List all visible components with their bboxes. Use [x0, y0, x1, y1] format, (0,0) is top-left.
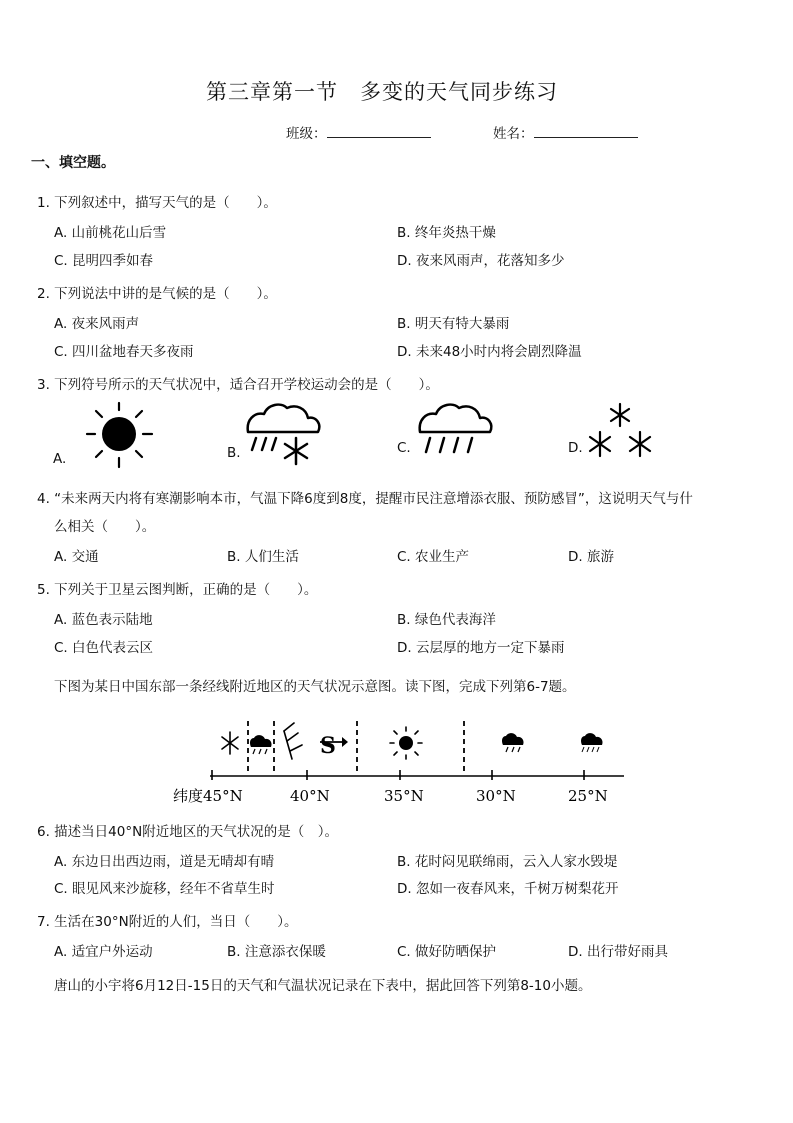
wind-symbol: [284, 723, 302, 759]
rain-icon: [414, 402, 496, 458]
q1-option-a[interactable]: A. 山前桃花山后雪: [54, 225, 167, 241]
name-label: 姓名：: [493, 126, 534, 142]
q4-option-c[interactable]: C. 农业生产: [397, 549, 470, 565]
intro-q8-10: 唐山的小宇将6月12日-15日的天气和气温状况记录在下表中，据此回答下列第8-10小题。: [54, 978, 592, 994]
q4-stem-line2: 么相关（ ）。: [54, 519, 156, 535]
q5-option-d[interactable]: D. 云层厚的地方一定下暴雨: [397, 640, 565, 656]
name-field: [493, 122, 638, 142]
name-input-line[interactable]: [534, 124, 638, 138]
q2-option-b[interactable]: B. 明天有特大暴雨: [397, 316, 510, 332]
q1-option-c[interactable]: C. 昆明四季如春: [54, 253, 154, 269]
svg-text:S: S: [320, 733, 336, 759]
class-input-line[interactable]: [327, 124, 431, 138]
q2-stem: 2. 下列说法中讲的是气候的是（ ）。: [37, 286, 277, 302]
page-title: 第三章第一节 多变的天气同步练习: [206, 80, 558, 104]
axis-label: 纬度: [173, 787, 204, 805]
q6-option-b[interactable]: B. 花时闷见联绵雨，云入人家水毁堤: [397, 854, 618, 870]
drizzle-symbol: [581, 733, 603, 752]
q2-option-c[interactable]: C. 四川盆地春天多夜雨: [54, 344, 194, 360]
q5-option-a[interactable]: A. 蓝色表示陆地: [54, 612, 153, 628]
sleet-icon: [242, 402, 324, 466]
section-heading: 一、填空题。: [31, 155, 115, 171]
class-field: [286, 122, 431, 142]
weather-profile-diagram: [170, 715, 630, 810]
q6-stem: 6. 描述当日40°N附近地区的天气状况的是（ ）。: [37, 824, 338, 840]
class-label: 班级：: [286, 126, 327, 142]
heavy-snow-icon: [586, 402, 654, 458]
q7-option-b[interactable]: B. 注意添衣保暖: [227, 944, 326, 960]
q7-option-c[interactable]: C. 做好防晒保护: [397, 944, 497, 960]
tick-label: 45°N: [203, 787, 243, 805]
q3-option-d[interactable]: D.: [568, 440, 583, 456]
q7-option-a[interactable]: A. 适宜户外运动: [54, 944, 153, 960]
q5-option-b[interactable]: B. 绿色代表海洋: [397, 612, 496, 628]
q5-stem: 5. 下列关于卫星云图判断，正确的是（ ）。: [37, 582, 318, 598]
tick-label: 30°N: [476, 787, 516, 805]
sunny-symbol: [390, 727, 422, 759]
q1-option-b[interactable]: B. 终年炎热干燥: [397, 225, 496, 241]
q4-stem-line1: 4. “未来两天内将有寒潮影响本市，气温下降6度到8度，提醒市民注意增添衣服、预防感冒”，这说明天气与什: [37, 491, 693, 507]
q4-option-d[interactable]: D. 旅游: [568, 549, 614, 565]
tick-label: 35°N: [384, 787, 424, 805]
rain-symbol: [502, 733, 524, 752]
q2-option-a[interactable]: A. 夜来风雨声: [54, 316, 140, 332]
q5-option-c[interactable]: C. 白色代表云区: [54, 640, 154, 656]
q4-option-a[interactable]: A. 交通: [54, 549, 99, 565]
q1-stem: 1. 下列叙述中，描写天气的是（ ）。: [37, 195, 277, 211]
rain-shower-symbol: [250, 735, 272, 754]
tick-label: 25°N: [568, 787, 608, 805]
q6-option-c[interactable]: C. 眼见风来沙旋移，经年不省草生时: [54, 881, 275, 897]
q6-option-d[interactable]: D. 忽如一夜春风来，千树万树梨花开: [397, 881, 619, 897]
sandstorm-symbol: [320, 733, 348, 759]
q6-option-a[interactable]: A. 东边日出西边雨，道是无晴却有晴: [54, 854, 275, 870]
sun-icon: [82, 401, 156, 471]
q4-option-b[interactable]: B. 人们生活: [227, 549, 299, 565]
q3-option-c[interactable]: C.: [397, 440, 411, 456]
q7-stem: 7. 生活在30°N附近的人们，当日（ ）。: [37, 914, 298, 930]
snow-symbol: [222, 732, 238, 754]
q3-option-a[interactable]: A.: [53, 451, 67, 467]
intro-q6-7: 下图为某日中国东部一条经线附近地区的天气状况示意图。读下图，完成下列第6-7题。: [54, 679, 576, 695]
q7-option-d[interactable]: D. 出行带好雨具: [568, 944, 668, 960]
tick-label: 40°N: [290, 787, 330, 805]
q3-option-b[interactable]: B.: [227, 445, 241, 461]
q2-option-d[interactable]: D. 未来48小时内将会剧烈降温: [397, 344, 582, 360]
q1-option-d[interactable]: D. 夜来风雨声，花落知多少: [397, 253, 565, 269]
q3-stem: 3. 下列符号所示的天气状况中，适合召开学校运动会的是（ ）。: [37, 377, 439, 393]
